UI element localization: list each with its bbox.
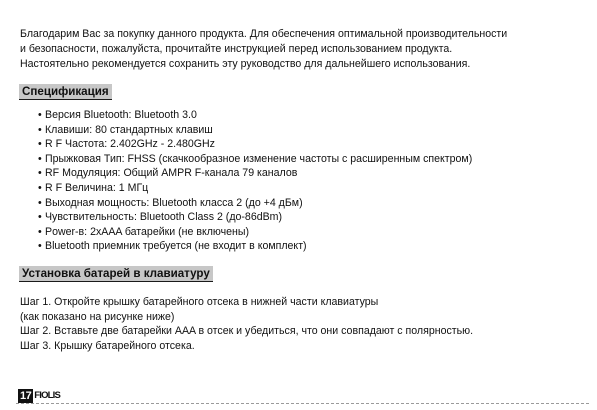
spec-heading: Спецификация [19, 84, 112, 100]
bullet-icon: • [38, 123, 42, 136]
bullet-icon: • [38, 225, 42, 238]
spec-item [38, 225, 472, 240]
spec-list [38, 108, 472, 254]
brand-wordmark: FIOLIS [34, 390, 61, 401]
step-line: Шаг 2. Вставьте две батарейки AAA в отсек и убедиться, что они совпадают с полярностью. [20, 325, 474, 338]
spec-item [38, 181, 472, 196]
intro-line: Настоятельно рекомендуется сохранить эту руководство для дальнейшего использования. [20, 58, 471, 70]
step-line: Шаг 3. Крышку батарейного отсека. [20, 339, 195, 352]
bullet-icon: • [38, 152, 42, 165]
page-number: 17 [20, 390, 32, 402]
spec-item-text: Прыжковая Тип: FHSS (скачкообразное изменение частоты с расширенным спектром) [45, 152, 473, 165]
spec-item-text: R F Величина: 1 МГц [45, 181, 149, 194]
bullet-icon: • [38, 196, 42, 209]
spec-item-text: Power-в: 2xAAA батарейки (не включены) [45, 225, 250, 238]
install-heading: Установка батарей в клавиатуру [19, 266, 213, 282]
bullet-icon: • [38, 211, 42, 224]
spec-item-text: RF Модуляция: Общий AMPR F-канала 79 каналов [45, 167, 298, 180]
bullet-icon: • [38, 240, 42, 253]
install-steps [20, 295, 473, 353]
intro-line: Благодарим Вас за покупку данного продукта. Для обеспечения оптимальной производительности [20, 28, 508, 40]
brand-logo [18, 389, 60, 403]
spec-item-text: Чувствительность: Bluetooth Class 2 (до-86dBm) [45, 211, 283, 224]
bullet-icon: • [38, 138, 42, 151]
spec-item-text: R F Частота: 2.402GHz - 2.480GHz [45, 138, 215, 151]
spec-item [38, 210, 472, 225]
spec-item [38, 166, 472, 181]
spec-item-text: Выходная мощность: Bluetooth класса 2 (до +4 дБм) [45, 196, 303, 209]
footer-divider [16, 403, 589, 404]
step-line: Шаг 1. Откройте крышку батарейного отсека в нижней части клавиатуры [20, 296, 379, 308]
bullet-icon: • [38, 109, 42, 121]
intro-paragraph [20, 27, 590, 72]
spec-item [38, 123, 472, 138]
step-line: (как показано на рисунке ниже) [20, 310, 175, 323]
bullet-icon: • [38, 167, 42, 180]
spec-item [38, 196, 472, 211]
spec-item [38, 152, 472, 167]
spec-item-text: Версия Bluetooth: Bluetooth 3.0 [45, 109, 197, 121]
spec-item [38, 137, 472, 152]
spec-item [38, 239, 472, 254]
spec-item-text: Bluetooth приемник требуется (не входит в комплект) [45, 240, 307, 253]
intro-line: и безопасности, пожалуйста, прочитайте инструкцией перед использованием продукта. [20, 43, 453, 55]
spec-item [38, 108, 472, 123]
bullet-icon: • [38, 181, 42, 194]
spec-item-text: Клавиши: 80 стандартных клавиш [45, 123, 213, 136]
